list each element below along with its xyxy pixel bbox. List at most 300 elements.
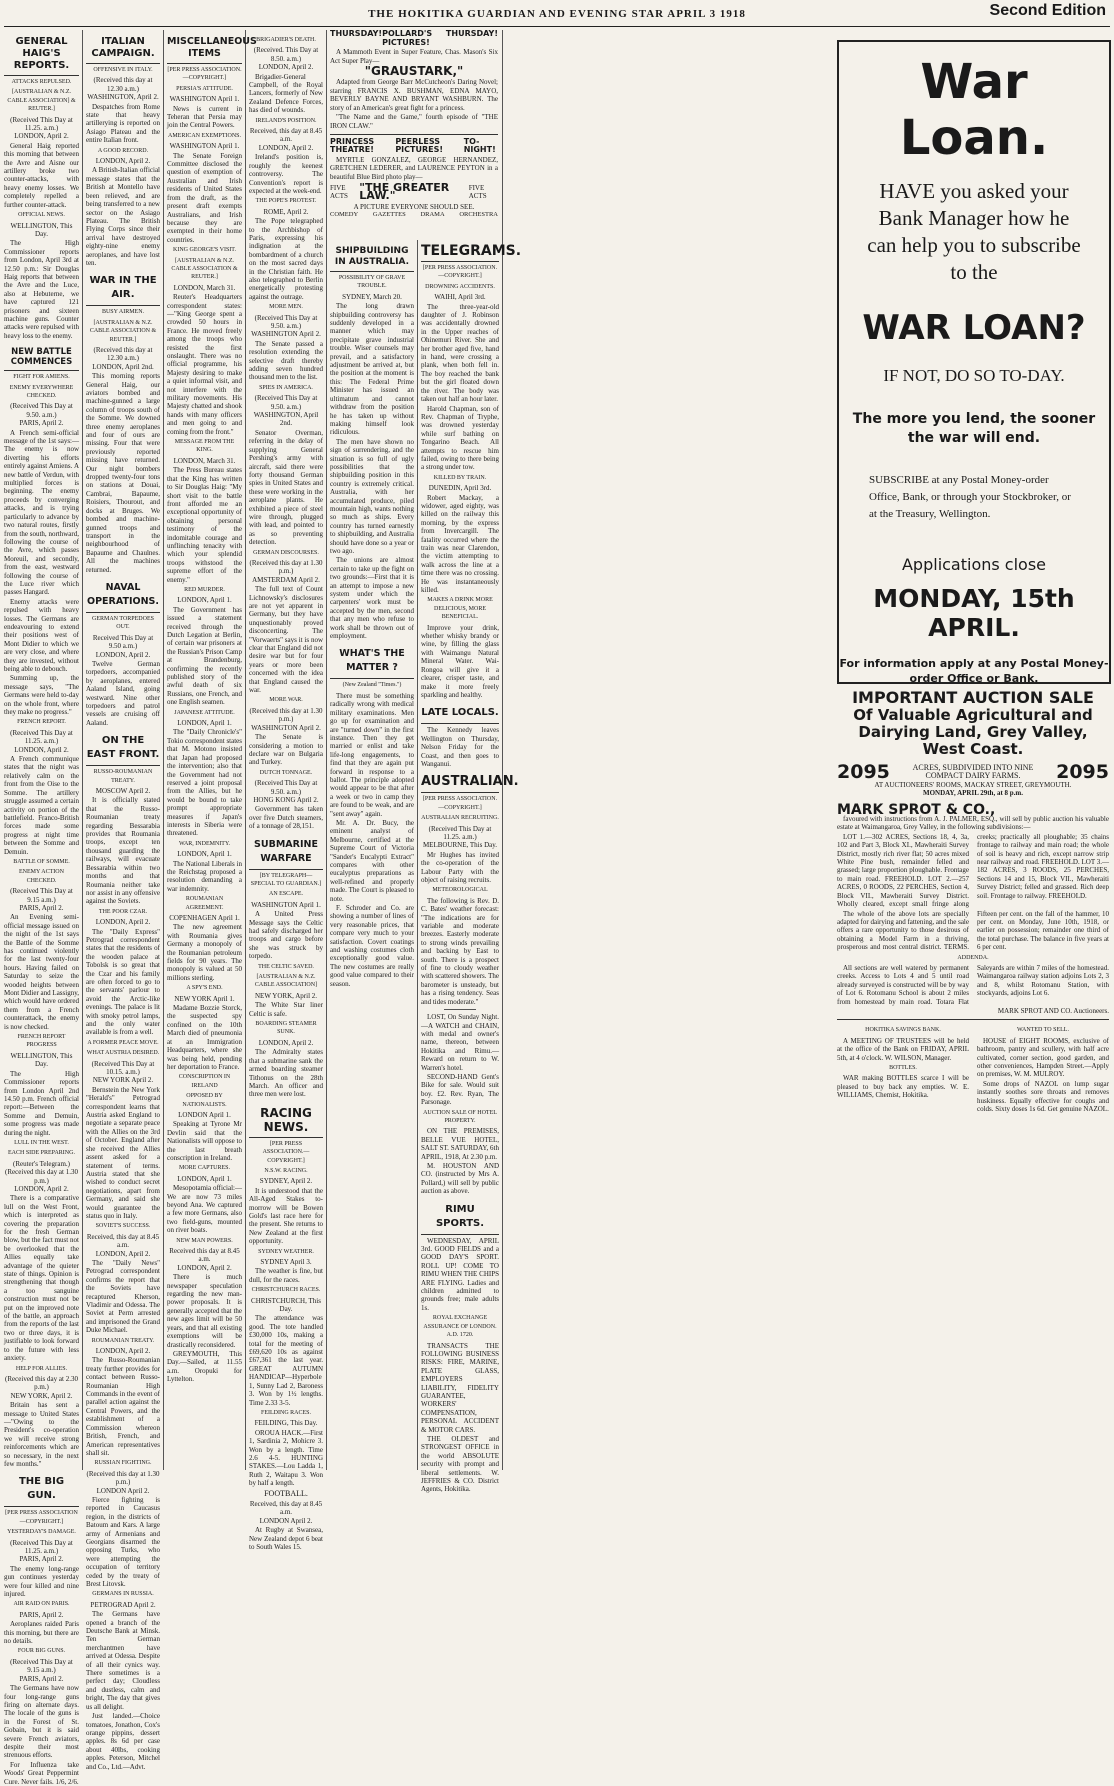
subhead: SPIES IN AMERICA.	[259, 384, 313, 391]
dateline: NEW YORK, April 2.	[254, 991, 318, 1000]
dateline: CHRISTCHURCH, This Day.	[251, 1296, 321, 1314]
auction-title: IMPORTANT AUCTION SALE	[852, 688, 1094, 707]
column-rule	[245, 30, 246, 1470]
received-line: Received, this day at 8.45 a.m.	[86, 1232, 160, 1250]
dateline: AMSTERDAM April 2.	[252, 575, 320, 584]
subhead: MORE WAR.	[269, 697, 303, 704]
shipping-line: GREYMOUTH, This Day.—Sailed, at 11.55 a.m. Oropuki for Lyttelton.	[167, 1349, 242, 1384]
war-loan-info: For information apply at any Postal Money-order Office or Bank.	[839, 657, 1109, 685]
dateline: LONDON April 2.	[259, 1516, 313, 1525]
subhead: GERMAN TORPEDOES OUT.	[92, 615, 154, 631]
received-line: (Received this day at 12.30 a.m.)	[93, 76, 153, 93]
war-loan-ifnot: IF NOT, DO SO TO-DAY.	[883, 366, 1065, 385]
article-text: News is current in Teheran that Persia may join the Central Powers.	[167, 104, 242, 130]
subhead: FIGHT FOR AMIENS.	[13, 374, 70, 381]
feature-title: "THE GREATER LAW."	[359, 180, 450, 203]
subhead: MESSAGE FROM THE KING.	[174, 439, 235, 454]
article-text: Bernstein the New York "Herald's" Petrograd correspondent learns that Austria asked England to negotiate a separate peace with the Allies on the 3rd of October. England after she received the Allies assent asked for a statement of terms. Austria stated that she wished to conduct secret negotiations, apart from Germany, and said she would guarantee the status quo in Italy.	[86, 1085, 160, 1220]
dateline: WASHINGTON April 1.	[169, 95, 240, 104]
auctioneer-name: MARK SPROT & CO.,	[837, 801, 996, 818]
article-text: It is officially stated that the Russo-Roumanian treaty regarding Bessarabia provides that Roumania troops, except ten thousand guarding the railways, will evacuate Bessarabia within two months and that Roumania neither take nor assist in any offensive against the Soviets.	[86, 796, 160, 906]
article-text: Brigadier-General Campbell, of the Royal Lancers, formerly of New Zealand Defence Forces, has died of wounds.	[249, 72, 323, 115]
source-line: [PER PRESS ASSOCIATION—COPYRIGHT.]	[5, 1510, 78, 1525]
article-text: Enemy attacks were repulsed with heavy losses. The Germans are endeavouring to extend their positions west of Mont Didier to which we are very close, and where they are invested, without being able to debouch.	[4, 597, 79, 673]
subhead: DUTCH TONNAGE.	[259, 769, 313, 776]
war-loan-advert	[837, 40, 1111, 684]
article-text: Aeroplanes raided Paris this morning, but there are no details.	[4, 1620, 79, 1646]
subhead: FOOTBALL.	[264, 1488, 308, 1498]
dateline: LONDON, April 2.	[258, 1038, 314, 1047]
dateline: PARIS, April 2.	[19, 419, 64, 428]
column-1	[4, 30, 79, 1786]
dateline: LONDON, April 2.	[258, 63, 314, 72]
article-text: The Press Bureau states that the King has written to Sir Douglas Haig: "My short visit to the battle front afforded me an exceptional opportunity of obtaining personal testimony of the indomitable courage and unflinching tenacity with which your splendid troops withstood the supreme effort of the enemy."	[167, 466, 242, 584]
dateline: LONDON, April 2.	[14, 1184, 69, 1193]
tonight-label: TO-NIGHT!	[463, 136, 496, 155]
advert-text: A PICTURE EVERYONE SHOULD SEE.	[353, 202, 475, 211]
subhead: AUSTRALIAN RECRUITING.	[421, 815, 499, 822]
article-text: The Senate is considering a motion to declare war on Bulgaria and Turkey.	[249, 733, 323, 767]
column-rule	[417, 240, 418, 1470]
princess-label: PRINCESS THEATRE!	[330, 136, 375, 155]
dateline: LONDON, April 2.	[95, 1347, 151, 1356]
article-text: Despatches from Rome state that heavy artillerying is reported on Asiago Plateau and the entire Italian front.	[86, 102, 160, 145]
subhead: METEOROLOGICAL	[432, 887, 488, 894]
acres-text: ACRES, SUBDIVIDED INTO NINE COMPACT DAIRY FARMS.	[912, 763, 1034, 781]
article-text: The three-year-old daughter of J. Robinson was accidentally drowned in the Upper reaches of Ohinemuri River. She and her brother aged five, hand in hand, were crossing a plank, when both fell in. The boy reached the bank but the girl floated down the river. The body was taken out half an hour later.	[421, 302, 499, 404]
received-line: (Received This Day at 9.50. a.m.)	[254, 313, 318, 330]
dateline: ROME, April 2.	[263, 207, 309, 216]
headline-submarine: SUBMARINE WARFARE	[249, 832, 323, 870]
received-line: (Received this day at 1.30 p.m.)	[249, 706, 323, 724]
subhead: BOTTLES.	[889, 1065, 917, 1071]
war-loan-applications: Applications close	[901, 555, 1047, 574]
dateline: LONDON, April 1.	[177, 596, 232, 605]
column-rule	[163, 30, 164, 1470]
auction-text: M. HOUSTON AND CO. (instructed by Mrs A. Pollard,) will sell by public auction as above.	[421, 1162, 499, 1196]
received-line: (Received this day at 2.30 p.m.)	[5, 1374, 78, 1392]
headline-haig: GENERAL HAIG'S REPORTS.	[4, 30, 79, 76]
subhead: POSSIBILITY OF GRAVE TROUBLE.	[338, 275, 406, 290]
subhead: FRENCH REPORT.	[17, 719, 66, 726]
subhead: EACH SIDE PREPARING.	[8, 1150, 75, 1157]
subhead: WANTED TO SELL.	[1017, 1027, 1069, 1034]
pollard-label: POLLARD'S PICTURES!	[382, 29, 433, 47]
headline-italian: ITALIAN CAMPAIGN.	[86, 30, 160, 64]
auction-venue: AT AUCTIONEERS' ROOMS, MACKAY STREET, GREYMOUTH.	[874, 780, 1072, 789]
dateline: MOSCOW April 2.	[95, 787, 151, 796]
auction-text: ON THE PREMISES, BELLE VUE HOTEL, SALT ST. SATURDAY, 6th APRIL, 1918, At 2.30 p.m.	[421, 1127, 499, 1161]
dateline: LONDON, April 2.	[14, 745, 69, 754]
subhead: THE POOR CZAR.	[98, 908, 148, 915]
subhead: GERMAN DISCOURSES.	[253, 549, 319, 556]
subhead: DROWNING ACCIDENTS.	[425, 283, 495, 290]
dateline: PETROGRAD April 2.	[90, 1600, 156, 1609]
article-text: Senator Overman, referring in the delay of supplying General Pershing's army with aircraft, said there were forty thousand German spies in United States and these were working in the aeroplane plants. He exhibited a piece of steel wire through, plugged with lead, and pointed to as so preventing detection.	[249, 428, 323, 547]
subhead: SYDNEY WEATHER.	[258, 1248, 314, 1255]
article-text: There is much newspaper speculation regarding the new man-power proposals. It is generally accepted that the new ages limit will be 50 years, and that all existing exemptions will be drastically reconsidered.	[167, 1273, 242, 1349]
article-text: Summing up, the message says, "The Germans were held to-day on the whole front, where they make no progress."	[4, 674, 79, 717]
subhead: ENEMY EVERYWHERE CHECKED.	[9, 384, 74, 399]
source-line: [PER PRESS ASSOCIATION.—COPYRIGHT.]	[422, 265, 498, 280]
subhead: KING GEORGE'S VISIT.	[172, 247, 237, 254]
dateline: WELLINGTON, This Day.	[10, 221, 73, 238]
divider	[444, 1009, 475, 1010]
dateline: LONDON, April 2.	[95, 1249, 151, 1258]
dateline: LONDON April 2.	[96, 1486, 150, 1495]
column-4	[249, 30, 323, 1551]
classified-left	[837, 1024, 969, 1114]
classified-text: A MEETING OF TRUSTEES will be held at the office of the Bank on FRIDAY, APRIL 5th, at 4 o'clock. W. WILSON, Manager.	[837, 1036, 969, 1062]
article-text: Harold Chapman, son of Rev. Chapman of Tryphe, was drowned yesterday while surf bathing on Tongarino Beach. All attempts to rescue him failed, owing to there being a strong under tow.	[421, 404, 499, 472]
acres-row	[837, 761, 1109, 784]
subhead: FEILDING RACES.	[260, 1409, 311, 1416]
edition-label: Second Edition	[989, 2, 1106, 19]
headline-matter: WHAT'S THE MATTER ?	[330, 641, 414, 679]
received-line: (Received this day at 12.30 a.m.)	[93, 345, 153, 363]
source-line: [PER PRESS ASSOCIATION.—COPYRIGHT.]	[262, 1140, 310, 1164]
subhead: AUCTION SALE OF HOTEL PROPERTY.	[423, 1109, 497, 1124]
dateline: LONDON, April 2.	[258, 143, 314, 152]
article-text: The National Liberals in the Reichstag proposed a resolution demanding a war indemnity.	[167, 859, 242, 893]
subhead: N.S.W. RACING.	[264, 1167, 308, 1174]
source-line: [AUSTRALIAN & N.Z. CABLE ASSOCIATION & REUTER.]	[171, 257, 238, 281]
subhead: AIR RAID ON PARIS.	[13, 1601, 70, 1608]
dateline: LONDON, April 2nd.	[92, 362, 154, 371]
classified-bike: SECOND-HAND Gent's Bike for sale. Would suit boy. £2. Rev. Ryan, The Parsonage.	[421, 1072, 499, 1107]
received-line: Received This Day at 9.50 a.m.)	[92, 633, 154, 651]
dateline: PARIS, April 2.	[19, 1555, 64, 1564]
subhead: A SPY'S END.	[186, 985, 223, 992]
subhead: MORE MEN.	[269, 304, 303, 311]
source-line: [AUSTRALIAN & N.Z. CABLE ASSOCIATION] & REUTER.]	[7, 89, 76, 113]
headline-telegrams: TELEGRAMS.	[421, 238, 499, 262]
article-text: Reuter's Headquarters correspondent states:—"King George spent a crowded 50 hours in France. He moved freely among the troops who resisted the first onslaught. There was no official programme, his Majesty desiring to make a quiet informal visit, and not interfere with the military movements. His Majesty chatted and shook hands with many officers and men going to and coming from the front."	[167, 293, 242, 436]
headline-naval: NAVAL OPERATIONS.	[86, 575, 160, 613]
subhead: IRELAND'S POSITION.	[255, 117, 317, 124]
article-text: A United Press Message says the Celtic had safely discharged her troops and cargo before she was struck by torpedo.	[249, 910, 323, 961]
article-text: Speaking at Tyrone Mr Devlin said that the Nationalists will oppose to the last breath conscription in Ireland.	[167, 1120, 242, 1162]
article-text: The Germans have opened a branch of the Deutsche Bank at Minsk. Ten German merchantmen have arrived at Odessa. Despite of all their cynics way. There sometimes is a perfect day; Cloudless and dustless, calm and bright, The day that gives us all delight.	[86, 1610, 160, 1711]
received-line: (Received This Day at 11.25. a.m.)	[10, 1538, 73, 1555]
subhead: YESTERDAY'S DAMAGE.	[7, 1529, 76, 1536]
subhead: CONSCRIPTION IN IRELAND	[178, 1074, 231, 1089]
dateline: NEW YORK April 2.	[92, 1076, 154, 1085]
subhead: RUSSIAN FIGHTING.	[94, 1460, 152, 1467]
received-line: Received this day at 8.45 a.m.	[169, 1247, 240, 1264]
auction-lots: LOT 1.—302 ACRES, Sections 18, 4, 3a, 102 and Part 3, Block XI., Mawheraiti Survey District, mostly rich river flat; 50 acres mixed White Pine bush, remainder felled and grassed; large proportion ploughable. Frontage to main road. FREEHOLD. LOT 2.—257 ACRES, 0 ROODS, 22 PERCHES, Section 4, Block VII., Mawheraiti Survey District. Wholly cleared, except small fringe along creeks; practically all ploughable; 35 chains frontage to railway and main road; the whole of soil is heavy and rich, except narrow strip near railway and road. FREEHOLD. LOT 3.—182 ACRES, 3 ROODS, 25 PERCHES, Sections 14 and 15, Block VII., Mawheraiti Survey District; felled and grassed. Rich deep soil. Frontage to railway. FREEHOLD.	[837, 832, 1109, 909]
source-line: (New Zealand "Times.")	[342, 682, 402, 689]
subhead: HELP FOR ALLIES.	[15, 1365, 68, 1372]
source-line: [AUSTRALIAN & N.Z. CABLE ASSOCIATION]	[254, 974, 318, 989]
headline-rimu: RIMU SPORTS.	[421, 1197, 499, 1235]
masthead-title: THE HOKITIKA GUARDIAN AND EVENING STAR APRIL 3 1918	[368, 8, 746, 20]
headline-australian: AUSTRALIAN.	[421, 769, 499, 793]
subhead: BATTLE OF SOMME.	[13, 858, 70, 865]
received-line: (Received This Day at 9.50. a.m.)	[254, 779, 318, 796]
received-line: (Received. This Day at 8.50. a.m.)	[253, 46, 319, 63]
article-text: Fierce fighting is reported in Caucasus region, in the districts of Batoum and Kars. A large army of Armenians and Georgians disarmed the opposing Turks, who were attempting the occupation of territory ceded by the treaty of Brest Litovsk.	[86, 1495, 160, 1588]
article-text: The Government has issued a statement received through the Dutch Legation at Berlin, of certain war prisoners at the Russian's Prison Camp at Brandenburg, confirming the recently published story of the awful death of six Russians, one French, and one English seamen.	[167, 605, 242, 707]
dateline: DUNEDIN, April 3rd.	[428, 484, 492, 493]
subhead: KILLED BY TRAIN.	[433, 474, 487, 481]
subhead: THE CELTIC SAVED.	[258, 963, 314, 970]
source-line: (Reuter's Telegram.)	[12, 1159, 70, 1168]
article-text: Ireland's position is, roughly the keenest controversy. The Convention's report is expected at the week-end.	[249, 153, 323, 195]
dateline: COPENHAGEN April 1.	[169, 914, 240, 922]
auctioneer-signoff: MARK SPROT AND CO. Auctioneers.	[997, 1006, 1109, 1015]
subhead: MAKES A DRINK MORE DELICIOUS, MORE BENEFICIAL.	[427, 597, 493, 621]
headline-misc: MISCELLANEOUS ITEMS	[167, 30, 242, 64]
subhead: ADDENDA.	[957, 954, 989, 961]
dateline: WELLINGTON, This Day.	[10, 1051, 73, 1069]
war-loan-subscribe: SUBSCRIBE at any Postal Money-order Office, Bank, or through your Stockbroker, or at the Treasury, Wellington.	[869, 474, 1071, 520]
advert-text: F. Schroder and Co. are showing a number of lines of very reasonable prices, that compare very much to your satisfaction. Covert coatings and washing costumes cloth exceptionally good value. The new costumes are really good value compared to their season.	[330, 904, 414, 988]
article-text: Madame Bozzie Storck, the suspected spy confined on the 10th March died of pneumonia at an Immigration Headquarters, where she was being held, pending her deportation to France.	[167, 1004, 242, 1071]
peerless-label: PEERLESS PICTURES!	[395, 136, 444, 155]
subhead: FOUR BIG GUNS.	[17, 1648, 66, 1655]
source-line: [PER PRESS ASSOCIATION.—COPYRIGHT.]	[167, 67, 242, 82]
five-acts-label: FIVE ACTS	[330, 183, 348, 201]
subhead: BRIGADIER'S DEATH.	[256, 37, 316, 43]
war-loan-close-date: MONDAY, 15th APRIL.	[873, 584, 1075, 642]
received-line: (Received This Day at 11.25. a.m.)	[10, 115, 73, 133]
feature-title: "GRAUSTARK,"	[364, 64, 464, 79]
masthead	[0, 0, 1114, 30]
subhead: RUSSO-ROUMANIAN TREATY.	[93, 769, 153, 784]
dateline: WASHINGTON, April 2.	[87, 93, 159, 102]
auction-addenda: All sections are well watered by permanent creeks. Access to Lots 4 and 5 until road already surveyed is constructed will be by way of Lot 6. Rotomanu School is about 2 miles from homestead by main road. Totara Flat Saleyards are within 7 miles of the homestead. Waimangaroa railway station adjoins Lots 2, 3 and 8, whilst Rotomanu Station, with stockyards, adjoins Lot 6.	[837, 963, 1109, 1006]
headline-war-air: WAR IN THE AIR.	[86, 268, 160, 306]
article-text: The "Daily Chronicle's" Tokio correspondent states that M. Motono insisted that Japan had proposed the intervention; also that the Government had not reserved a joint proposal from the Allies, but he would be bound to take prompt appropriate measures if Japan's interests in Siberia were threatened.	[167, 728, 242, 838]
received-line: (Received This Day at 9.15 a.m.)	[10, 887, 73, 904]
dateline: WASHINGTON April 2.	[251, 330, 321, 339]
classified-text: HOUSE of EIGHT ROOMS, exclusive of bathroom, pantry and scullery, with half acre cultivated, corner section, good garden, and other conveniences, Hampden Street.—Apply on premises, W. M. MULROY.	[977, 1036, 1109, 1079]
war-loan-slogan: The more you lend, the sooner the war will end.	[852, 411, 1096, 446]
advert-text: Improve your drink, whether whisky brandy or wine, by filling the glass with Waimangu Natural Mineral Water. Wai-Rongoa will give it a clearer, crisper taste, and make it more freely sparkling and healthy.	[421, 623, 499, 699]
received-line: (Received This Day at 11.25. a.m.)	[428, 824, 492, 841]
article-text: Twelve German torpedoers, accompanied by aeroplanes, entered Aaland Island, going westward. Nine other torpedoers and patrol vessels are cruising off Aaland.	[86, 659, 160, 727]
subhead: BUSY AIRMEN.	[101, 309, 145, 316]
subhead: LULL IN THE WEST.	[14, 1139, 69, 1146]
article-text: A French semi-official message of the 1st says:—The enemy is now diverting his efforts entirely against Amiens. A new battle of Verdun, with multiplied forces is beginning. The enemy proceeds by converging attacks, and is trying particularly to advance by two natural routes, firstly from the south, northward, following the course of the Avre, which passes Moreuil, and secondly, from the east, westward following the course of the Luce river which passes Hangard.	[4, 428, 79, 597]
article-text: It is understood that the All-Aged Stakes to-morrow will be Bowen Gold's last race here for the present. She returns to New Zealand at the first opportunity.	[249, 1186, 323, 1246]
received-line: (Received this day at 1.30 p.m.)	[5, 1168, 78, 1185]
auction-terms: The whole of the above lots are specially adapted for dairying and fattening, and the sale offers a rare opportunity to those desirous of obtaining a Model Farm in a thriving, prosperous and most central district. TERMS. Fifteen per cent. on the fall of the hammer, 10 per cent. on Monday, June 10th, 1918, or earlier on possession; remainder one third of the total purchase. The balance in five years at 6 per cent.	[837, 909, 1109, 952]
dateline: HONG KONG April 2.	[253, 795, 319, 804]
subhead: MORE CAPTURES.	[178, 1165, 230, 1172]
comedy-label: COMEDY	[330, 211, 359, 219]
column-rule	[82, 30, 83, 1470]
subhead: BOARDING STEAMER SUNK.	[255, 1021, 317, 1036]
masthead-rule	[4, 26, 1110, 27]
column-6	[421, 30, 522, 1494]
column-5	[330, 240, 414, 1470]
article-text: A French communique states that the night was relatively calm on the front from the Oise to the Somme. The artillery struggle assumed a certain activity on portion of the battlefield. Franco-British forces made some progress at night time between the Somme and Demuin.	[4, 755, 79, 856]
article-text: This morning reports General Haig, our aviators bombed and machine-gunned a large column of troops south of the Somme. We downed three enemy aeroplanes and four of ours are missing. Four that were previously reported missing have returned. Our night bombers dropped twenty-four tons on stations at Douai, Cambrai, Bapaume, Roisiers, Thourout, and docks at Bruges. We bombed and machine-gunned troops and transport in the neighbourhood of Bapaume and Chaulnes. All the machines returned.	[86, 372, 160, 574]
dateline: LONDON, April 1.	[177, 719, 232, 728]
gazettes-label: GAZETTES	[372, 211, 406, 219]
article-text: The Pope telegraphed to the Archbishop of Paris, expressing his indignation at the bombardment of a church on the most sacred days in the Christian faith. He also telegraphed to Berlin energetically protesting against the outrage.	[249, 217, 323, 301]
dateline: FEILDING, This Day.	[254, 1419, 318, 1428]
article-text: A British-Italian official message states that the British at Montello have been relieved, and are being transferred to a new sector on the Asiago Plateau. The British Flying Corps since their arrival have destroyed eighty-nine enemy aeroplanes, and have lost ten.	[86, 166, 160, 267]
war-loan-ask: HAVE you asked your Bank Manager how he can help you to subscribe to the	[867, 179, 1081, 284]
subhead: FRENCH REPORT PROGRESS	[17, 1034, 66, 1049]
dateline: NEW YORK April 1.	[174, 994, 235, 1003]
dateline: PARIS, April 2.	[19, 1674, 64, 1683]
dateline: MELBOURNE, This Day.	[422, 841, 498, 850]
article-text: The new agreement with Roumania gives Germany a monopoly of the Roumanian petroleum fields for 90 years. The monopoly is valued at 50 millions sterling.	[167, 923, 242, 982]
subhead: THE POPE'S PROTEST.	[255, 198, 317, 205]
article-text: The "Daily Express" Petrograd correspondent states that the residents of the wooden palace at Tobolsk is so great that the Czar and his family are often forced to go to the servants' parlour to avoid the Arctic-like evenings. The palace is lit with smoky petrol lamps, and the only water available is from a well.	[86, 927, 160, 1037]
advert-text: WEDNESDAY, APRIL 3rd. GOOD FIELDS and a GOOD DAY'S SPORT. ROLL UP! COME TO RIMU WHEN THE CHIPS ARE FLYING. Ladies and children admitted to grounds free; male adults 1s.	[421, 1236, 499, 1312]
article-text: Mesopotamia official:—We are now 73 miles beyond Ana. We captured a few more Germans, also two field-guns, mounted on river boats.	[167, 1184, 242, 1235]
article-text: The White Star liner Celtic is safe.	[249, 1001, 323, 1018]
war-loan-title: War Loan.	[899, 54, 1049, 166]
subhead: OPPOSED BY NATIONALISTS.	[182, 1093, 227, 1108]
acres-number: 2095	[1056, 761, 1109, 784]
subhead: CHRISTCHURCH RACES.	[251, 1287, 321, 1294]
article-text: OROUA HACK.—First 1, Sardinia 2, Mohicre 3. Won by a length. Time 2.6 4-5. HUNTING STAKES.—Lou Ladda 1, Ruth 2, Waitapu 3. Won by half a length.	[249, 1428, 323, 1488]
subhead: WHAT AUSTRIA DESIRED.	[86, 1050, 160, 1057]
dateline: LONDON, March 31.	[173, 456, 236, 465]
classified-row	[837, 1024, 1109, 1114]
dateline: LONDON, April 1.	[177, 850, 232, 859]
divider	[837, 1019, 1109, 1020]
dateline: SYDNEY, April 2.	[259, 1177, 313, 1186]
dateline: SYDNEY April 3.	[260, 1258, 312, 1266]
dateline: WASHINGTON, April 2nd.	[253, 411, 319, 428]
subhead: A GOOD RECORD.	[97, 147, 149, 154]
received-line: Received, this day at 8.45 a.m.	[249, 127, 323, 144]
dateline: LONDON, April 2.	[14, 132, 69, 141]
dateline: SYDNEY, March 20.	[342, 292, 402, 301]
subhead: SOVIET'S SUCCESS.	[95, 1223, 151, 1230]
received-line: (Received This Day at 9.15 a.m.)	[10, 1657, 73, 1675]
auction-text: favoured with instructions from A. J. PALMER, ESQ., will sell by public auction his valuable estate at Waimangaroa, Grey Valley, in the following subdivisions:—	[837, 815, 1109, 832]
column-7	[837, 688, 1109, 1470]
subhead: ROUMANIAN AGREEMENT.	[185, 896, 224, 911]
headline-big-gun: THE BIG GUN.	[4, 1469, 79, 1507]
received-line: (Received This Day at 9.50. a.m.)	[254, 394, 318, 411]
subhead: AMERICAN EXEMPTIONS.	[167, 132, 241, 139]
dateline: LONDON, April 1.	[177, 1174, 232, 1183]
acres-number: 2095	[837, 761, 890, 784]
auction-date: MONDAY, APRIL 29th, at 8 p.m.	[922, 789, 1024, 798]
dateline: PARIS, April 2.	[19, 903, 64, 912]
orchestra-label: ORCHESTRA	[459, 211, 498, 219]
article-text: The Admiralty states that a submarine sank the armed boarding steamer Tithonus on the 28th March. An officer and three men were lost.	[249, 1048, 323, 1099]
subhead: OFFICIAL NEWS.	[18, 212, 65, 219]
classified-text: Some drops of NAZOL on lump sugar instantly soothes sore throats and removes huskiness. Equally effective for coughs and colds. Sixty doses 1s 6d. Get genuine NAZOL.	[977, 1079, 1109, 1114]
dateline: LONDON April 1.	[178, 1110, 231, 1119]
dateline: PARIS, April 2.	[19, 1610, 64, 1619]
subhead: ENEMY ACTION CHECKED.	[19, 869, 64, 884]
subhead: PERSIA'S ATTITUDE.	[176, 85, 233, 92]
thursday-label: THURSDAY!	[445, 29, 498, 38]
article-text: The following is Rev. D. C. Bates' weather forecast: "The indications are for variable and moderate breezes. Easterly moderate to strong winds prevailing and backing by East to south. There is a prospect of fine to cloudy weather with scattered showers. The barometer is unsteady, but has a rising tendency. Seas and tides moderate."	[421, 896, 500, 1006]
article-text: General Haig reported this morning that between the Avre and Aisne our artillery broke two counter-attacks, with heavy enemy losses. We completely repelled a further counter-attack.	[4, 141, 79, 209]
article-text: The men have shown no sign of surrendering, and the situation is so full of ugly possibilities that the shipbuilding position in this country is extremely critical. Australia, with her accumulated produce, piled mountain high, wants nothing so much as ships. Every country has turned earnestly to shipbuilding, and Australia should have done so a year or two ago.	[330, 437, 414, 555]
dateline: LONDON, April 2.	[95, 918, 151, 927]
headline-late-locals: LATE LOCALS.	[421, 700, 499, 724]
article-text: The attendance was good. The tote handled £30,000 10s, making a total for the meeting of £69,620 10s as against £67,361 the last year. GREAT AUTUMN HANDICAP—Hyperbole 1, Sunny Lad 2, Baroness 3. Won by 1½ lengths. Time 2.33 3-5.	[249, 1314, 323, 1407]
received-line: (Received this day at 1.30 p.m.)	[249, 558, 323, 576]
headline-new-battle: NEW BATTLE COMMENCES	[4, 341, 79, 371]
spacer	[421, 30, 499, 238]
article-text: Britain has sent a message to United States—"Owing to the President's co-operation we will receive strong reinforcements which are so necessary, in the next few months."	[4, 1401, 79, 1468]
dateline: LONDON, March 31.	[173, 283, 236, 292]
article-text: Government has taken over five Dutch steamers, of a tonnage of 28,151.	[249, 805, 323, 831]
thursday-label: THURSDAY!	[330, 29, 383, 38]
dateline: WASHINGTON April 2.	[251, 723, 321, 732]
article-text: Robert Mackay, a widower, aged eighty, was killed on the railway this morning, by the express from Invercargill. The fatality occurred where the train was near Clarendon, the victim attempting to walk across the line at a time there was no crossing. He was instantaneously killed.	[421, 493, 499, 595]
column-6b	[506, 30, 836, 1470]
subhead: AN ESCAPE.	[268, 891, 303, 898]
article-text: An Evening semi-official message issued on the night of the 1st says the Battle of the Somme has continued violently for the last twenty-four hours. Having failed on Saturday to seize the wooded heights between Mont Didier and Lassigny, which would have ordered them from a French counterattack, the enemy is now checked.	[4, 913, 79, 1031]
subhead: OFFENSIVE IN ITALY.	[93, 67, 153, 73]
headline-shipbuilding: SHIPBUILDING IN AUSTRALIA.	[330, 240, 414, 272]
advert-text: MYRTLE GONZALEZ, GEORGE HERNANDEZ, GRETCHEN LEDERER, and LAURENCE PEYTON in a beautiful Blue Bird photo play—	[330, 155, 498, 181]
advert-text: Adapted from George Barr McCutcheon's Daring Novel; starring FRANCIS X. BUSHMAN, EDNA MAYO, BEVERLY BAYNE AND BRYANT WASHBURN. The story of an American's great fight for a princess.	[330, 77, 498, 112]
subhead: GERMANS IN RUSSIA.	[92, 1591, 154, 1598]
column-2	[86, 30, 160, 1771]
article-text: At Rugby at Swansea, New Zealand depot 6 beat to South Wales 15.	[249, 1526, 323, 1551]
subhead: NEW MAN POWERS.	[176, 1237, 233, 1244]
article-text: There is a comparative lull on the West Front, which is interpreted as covering the preparation for the fresh German blow, but the fact must not be overlooked that the Allies equally take advantage of the quieter state of things. Opinion is strengthening that though a too sanguine construction must not be put on the improved note of the battle, an approach from the reports of the last two or three days, it is justifiable to look forward to the future with less anxiety.	[4, 1194, 79, 1363]
dateline: WASHINGTON April 1.	[251, 900, 321, 909]
article-text: The full text of Count Lichnowsky's disclosures are not yet apparent in Germany, but they have unquestionably proved disconcerting. The "Vorwaerts" says it is now clear that England did not desire war but for four years or more been concerned with the idea that England caused the war.	[249, 585, 323, 695]
article-text: The High Commissioner reports from London April 2nd 14.50 p.m. French official report:—Between the Somme and Demuin, some progress was made during the night.	[4, 1069, 79, 1137]
advert-text: THE OLDEST and STRONGEST OFFICE in the world ABSOLUTE security with prompt and liberal settlements. W. JEFFRIES & CO. District Agents, Hokitika.	[421, 1434, 499, 1494]
subhead: HOKITIKA SAVINGS BANK.	[865, 1027, 941, 1034]
subhead: JAPANESE ATTITUDE.	[174, 709, 235, 716]
subhead: WAR, INDEMNITY.	[178, 840, 231, 847]
dateline: LONDON, April 2.	[177, 1263, 232, 1272]
classified-right	[977, 1024, 1109, 1114]
article-text: Mr. A. Dr. Bucy, the eminent analyst of Melbourne, certified at the Supreme Court of Victoria "Sander's Eucalypti Extract" compares with other eucalyptus preparations as well-refined and properly made. The Court is pleased to note.	[330, 818, 414, 903]
article-text: The weather is fine, but dull, for the races.	[249, 1267, 323, 1284]
column-3	[167, 30, 257, 1470]
subhead: RED MURDER.	[184, 586, 225, 593]
subhead: ATTACKS REPULSED.	[11, 79, 72, 85]
article-text: The Senate Foreign Committee disclosed the question of exemption of Australian and Irish residents of United States from the draft, as the present draft exempts Australians, and Irish because they are exempted in their home countries.	[167, 151, 242, 244]
source-line: [PER PRESS ASSOCIATION.—COPYRIGHT.]	[422, 796, 498, 811]
five-acts-label: FIVE ACTS	[468, 183, 487, 201]
dateline: NEW YORK, April 2.	[10, 1391, 73, 1400]
dateline: WASHINGTON April 1.	[169, 142, 240, 151]
source-line: [AUSTRALIAN & N.Z. CABLE ASSOCIATION & REUTER.]	[89, 319, 157, 343]
article-text: The Russo-Roumanian treaty further provides for contact between Russo-Roumanian High Commands in the event of parallel action against the Central Powers, and the establishment of a Commission whereon British, French, and American representatives shall sit.	[86, 1356, 160, 1457]
auction-subtitle: Of Valuable Agricultural and Dairying Land, Grey Valley, West Coast.	[853, 706, 1093, 758]
dateline: LONDON, April 2.	[95, 650, 151, 659]
column-rule	[326, 30, 327, 1470]
source-line: [BY TELEGRAPH—SPECIAL TO GUARDIAN.]	[250, 872, 322, 887]
article-text: The High Commissioner reports from London, April 3rd at 12.50 p.m.: Sir Douglas Haig reports that between the Avre and the Luce, also at Hebuterne, we have captured 121 prisoners and sixteen machine guns. Counter attacks were repulsed with heavy loss to the enemy.	[4, 239, 79, 340]
article-text: The enemy long-range gun continues yesterday were four killed and nine injured.	[4, 1564, 79, 1599]
received-line: (Received This Day at 9.50. a.m.)	[10, 402, 73, 419]
dateline: LONDON, April 2.	[95, 157, 151, 166]
war-loan-question: WAR LOAN?	[862, 308, 1086, 348]
subhead: ROUMANIAN TREATY.	[91, 1337, 155, 1344]
subhead: A FORMER PEACE MOVE.	[87, 1039, 159, 1046]
advert-text: "The Name and the Game," fourth episode of "THE IRON CLAW."	[330, 113, 498, 130]
article-text: The Kennedy leaves Wellington on Thursday, Nelson Friday for the Coast, and then goes to Wanganui.	[421, 726, 499, 768]
drama-label: DRAMA	[420, 211, 445, 219]
headline-east-front: ON THE EAST FRONT.	[86, 728, 160, 766]
article-text: The long drawn shipbuilding controversy has suddenly developed in a manner which may precipitate grave industrial trouble. Wiser counsels may prevail, and a satisfactory adjustment be arrived at, but the position at the moment is this: The Federal Prime Minister has issued an ultimatum and cannot withdraw from the position he has taken up without making himself look ridiculous.	[330, 302, 414, 437]
received-line: (Received this day at 1.30 p.m.)	[86, 1469, 160, 1487]
